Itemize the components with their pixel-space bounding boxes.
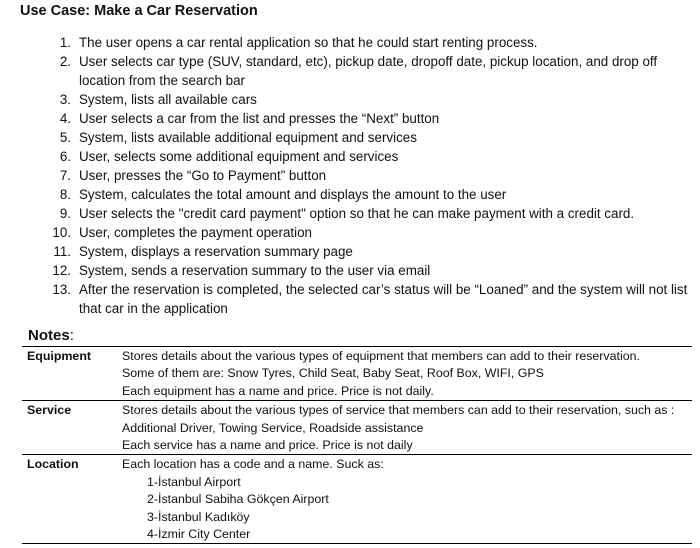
step-text: System, lists all available cars — [79, 92, 257, 107]
step-number: 10. — [52, 225, 71, 240]
use-case-title: Use Case: Make a Car Reservation — [20, 3, 258, 19]
step-text: System, calculates the total amount and displays the amount to the user — [79, 187, 507, 202]
step-text: After the reservation is completed, the selected car’s status will be “Loaned” and the system will not list that car in the application — [79, 282, 688, 316]
notes-line: Each service has a name and price. Price is not daily — [122, 438, 413, 453]
step-item — [30, 280, 695, 318]
steps-list — [30, 33, 695, 318]
step-item — [30, 33, 695, 52]
notes-line: Stores details about the various types of service that members can add to their reservation, such as : Additional Driver, Towing Service, Roadside assistance — [122, 403, 675, 435]
location-item: 3-İstanbul Kadıköy — [147, 509, 250, 524]
step-number: 12. — [52, 263, 71, 278]
notes-line: Each equipment has a name and price. Price is not daily. — [122, 383, 434, 398]
notes-heading-text: Notes — [28, 327, 70, 344]
notes-term-equipment: Equipment — [27, 349, 92, 363]
step-item — [30, 223, 695, 242]
step-number: 5. — [59, 130, 71, 145]
location-item: 4-İzmir City Center — [147, 527, 251, 542]
step-item — [30, 109, 695, 128]
step-item — [30, 242, 695, 261]
step-text: User, selects some additional equipment and services — [79, 149, 399, 164]
step-item — [30, 185, 695, 204]
step-number: 13. — [52, 282, 71, 297]
step-item — [30, 147, 695, 166]
notes-term-location: Location — [27, 457, 79, 472]
notes-desc-equipment — [122, 347, 692, 401]
step-text: The user opens a car rental application so that he could start renting process. — [79, 35, 538, 50]
step-text: User, presses the “Go to Payment” button — [79, 168, 327, 183]
step-number: 8. — [59, 187, 71, 202]
step-text: System, sends a reservation summary to the user via email — [79, 263, 431, 278]
notes-term-service: Service — [27, 403, 72, 418]
step-number: 4. — [59, 111, 71, 126]
step-text: User selects car type (SUV, standard, etc), pickup date, dropoff date, pickup location, and drop off location from the search bar — [79, 54, 658, 88]
step-item — [30, 204, 695, 223]
step-text: System, lists available additional equipment and services — [79, 130, 417, 145]
notes-heading — [28, 327, 74, 344]
step-item — [30, 261, 695, 280]
step-number: 6. — [59, 149, 71, 164]
notes-line: Stores details about the various types of equipment that members can add to their reservation. — [122, 349, 640, 363]
notes-desc-location — [122, 455, 692, 544]
notes-heading-colon: : — [69, 327, 74, 344]
step-text: User selects the "credit card payment" option so that he can make payment with a credit card. — [79, 206, 635, 221]
step-number: 3. — [59, 92, 71, 107]
step-text: System, displays a reservation summary page — [79, 244, 353, 259]
step-text: User selects a car from the list and presses the “Next” button — [79, 111, 440, 126]
notes-row-service — [22, 401, 692, 455]
notes-line: Some of them are: Snow Tyres, Child Seat, Baby Seat, Roof Box, WIFI, GPS — [122, 366, 544, 381]
notes-row-equipment — [22, 347, 692, 401]
step-item — [30, 166, 695, 185]
step-item — [30, 128, 695, 147]
notes-row-location — [22, 455, 692, 544]
step-text: User, completes the payment operation — [79, 225, 312, 240]
location-item: 2-İstanbul Sabiha Gökçen Airport — [147, 492, 329, 507]
step-number: 2. — [59, 54, 71, 69]
notes-line: Each location has a code and a name. Suck as: — [122, 457, 384, 472]
step-item — [30, 52, 695, 90]
step-number: 7. — [59, 168, 71, 183]
step-item — [30, 90, 695, 109]
step-number: 9. — [59, 206, 71, 221]
notes-desc-service — [122, 401, 692, 455]
step-number: 1. — [59, 35, 71, 50]
notes-table — [22, 346, 692, 544]
location-item: 1-İstanbul Airport — [147, 474, 241, 489]
step-number: 11. — [53, 244, 71, 259]
